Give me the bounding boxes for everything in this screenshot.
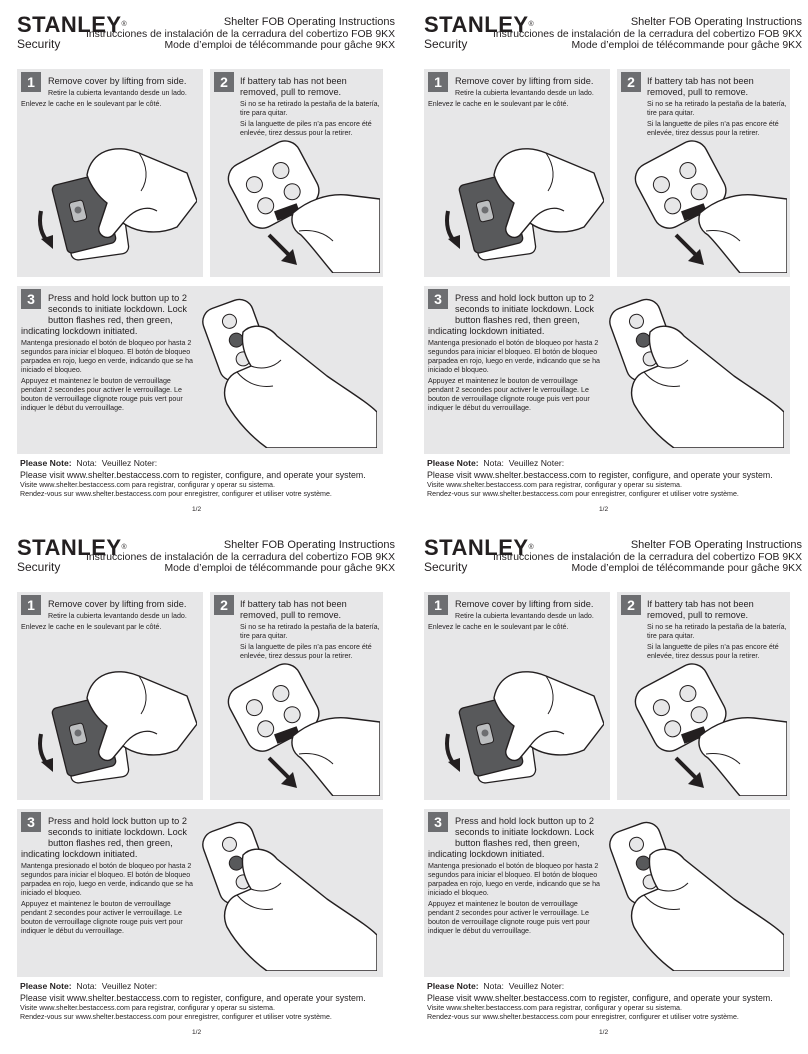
step-number-badge: 2 <box>214 72 234 92</box>
step-3-fr: Appuyez et maintenez le bouton de verrouillage pendant 2 secondes pour activer le verrouillage. Le bouton de verrouillage clignote rouge puis vert pour indiquer le début du verrouillage. <box>428 900 590 935</box>
step-2-es: Si no se ha retirado la pestaña de la batería, tire para quitar. <box>647 623 787 640</box>
brand-name: STANLEY <box>424 12 529 37</box>
document-titles <box>493 540 802 575</box>
finger-press-lock-button-illustration <box>197 292 377 448</box>
step-1-es: Retire la cubierta levantando desde un lado. <box>455 89 594 97</box>
title-fr: Mode d’emploi de télécommande pour gâche 9KX <box>571 40 802 52</box>
step-3-en-cont: indicating lockdown initiated. <box>428 849 545 859</box>
title-en: Shelter FOB Operating Instructions <box>630 539 802 551</box>
step-number-badge: 1 <box>428 595 448 615</box>
hand-lifting-cover-illustration <box>434 662 604 794</box>
title-en: Shelter FOB Operating Instructions <box>223 539 395 551</box>
step-number-badge: 3 <box>428 289 448 309</box>
note-text-en: Please visit www.shelter.bestaccess.com to register, configure, and operate your system. <box>20 470 366 480</box>
step-2-fr: Si la languette de piles n’a pas encore été enlevée, tirez dessus pour la retirer. <box>240 120 372 137</box>
step-2-en: If battery tab has not been removed, pull to remove. <box>647 76 754 97</box>
title-es: Instrucciones de instalación de la cerradura del cobertizo FOB 9KX <box>86 551 395 563</box>
step-2-panel <box>617 69 790 277</box>
step-2-fr: Si la languette de piles n’a pas encore été enlevée, tirez dessus pour la retirer. <box>647 643 779 660</box>
step-1-es: Retire la cubierta levantando desde un lado. <box>455 612 594 620</box>
step-3-en: Press and hold lock button up to 2 seconds to initiate lockdown. Lock button flashes red, then green, <box>48 816 187 848</box>
step-3-es: Mantenga presionado el botón de bloqueo por hasta 2 segundos para iniciar el bloqueo. El botón de bloqueo parpadea en rojo, luego en verde, indicando que se ha iniciado el bloqueo. <box>21 862 193 897</box>
step-1-panel <box>17 69 203 277</box>
note-text-en: Please visit www.shelter.bestaccess.com to register, configure, and operate your system. <box>20 993 366 1003</box>
brand-sub: Security <box>17 37 61 51</box>
hand-lifting-cover-illustration <box>27 662 197 794</box>
note-label-fr: Veuillez Noter: <box>101 981 158 991</box>
hand-pulling-battery-tab-illustration <box>622 658 787 796</box>
battery-tab-pull-arrow-icon <box>269 758 297 788</box>
note-section <box>427 980 789 1022</box>
title-es: Instrucciones de instalación de la cerradura del cobertizo FOB 9KX <box>86 28 395 40</box>
step-1-en: Remove cover by lifting from side. <box>455 599 594 609</box>
instruction-card <box>424 10 804 518</box>
registered-mark: ® <box>121 21 128 28</box>
step-3-en-cont: indicating lockdown initiated. <box>21 326 138 336</box>
note-label-es: Nota: <box>76 981 97 991</box>
step-number-badge: 3 <box>21 812 41 832</box>
note-label-fr: Veuillez Noter: <box>101 458 158 468</box>
step-1-fr: Enlevez le cache en le soulevant par le côté. <box>428 100 569 108</box>
step-3-en: Press and hold lock button up to 2 seconds to initiate lockdown. Lock button flashes red, then green, <box>48 293 187 325</box>
note-text-es: Visite www.shelter.bestaccess.com para registrar, configurar y operar su sistema. <box>20 481 275 489</box>
title-es: Instrucciones de instalación de la cerradura del cobertizo FOB 9KX <box>493 551 802 563</box>
step-2-panel <box>210 69 383 277</box>
document-titles <box>86 17 395 52</box>
step-number-badge: 1 <box>428 72 448 92</box>
note-text-en: Please visit www.shelter.bestaccess.com to register, configure, and operate your system. <box>427 470 773 480</box>
card-header <box>17 10 397 60</box>
step-2-fr: Si la languette de piles n’a pas encore été enlevée, tirez dessus pour la retirer. <box>240 643 372 660</box>
step-number-badge: 2 <box>621 72 641 92</box>
step-3-panel <box>424 286 790 454</box>
step-3-en: Press and hold lock button up to 2 seconds to initiate lockdown. Lock button flashes red, then green, <box>455 293 594 325</box>
note-section <box>20 457 382 499</box>
document-titles <box>493 17 802 52</box>
step-3-panel <box>17 286 383 454</box>
brand-name: STANLEY <box>424 535 529 560</box>
brand-sub: Security <box>424 560 468 574</box>
title-fr: Mode d’emploi de télécommande pour gâche 9KX <box>164 40 395 52</box>
step-number-badge: 3 <box>428 812 448 832</box>
step-1-fr: Enlevez le cache en le soulevant par le côté. <box>428 623 569 631</box>
note-label-en: Please Note: <box>20 458 72 468</box>
card-header <box>424 10 804 60</box>
page-number: 1/2 <box>599 1029 609 1036</box>
registered-mark: ® <box>528 21 535 28</box>
step-3-es: Mantenga presionado el botón de bloqueo por hasta 2 segundos para iniciar el bloqueo. El botón de bloqueo parpadea en rojo, luego en verde, indicando que se ha iniciado el bloqueo. <box>428 339 600 374</box>
instruction-card <box>17 10 397 518</box>
step-1-fr: Enlevez le cache en le soulevant par le côté. <box>21 100 162 108</box>
document-titles <box>86 540 395 575</box>
finger-press-lock-button-illustration <box>604 292 784 448</box>
hand-lifting-cover-illustration <box>27 139 197 271</box>
step-3-panel <box>17 809 383 977</box>
step-3-fr: Appuyez et maintenez le bouton de verrouillage pendant 2 secondes pour activer le verrouillage. Le bouton de verrouillage clignote rouge puis vert pour indiquer le début du verrouillage. <box>21 377 183 412</box>
title-es: Instrucciones de instalación de la cerradura del cobertizo FOB 9KX <box>493 28 802 40</box>
note-label-fr: Veuillez Noter: <box>508 981 565 991</box>
step-2-es: Si no se ha retirado la pestaña de la batería, tire para quitar. <box>240 100 380 117</box>
brand-sub: Security <box>17 560 61 574</box>
title-fr: Mode d’emploi de télécommande pour gâche 9KX <box>164 563 395 575</box>
step-1-en: Remove cover by lifting from side. <box>48 76 187 86</box>
step-2-panel <box>210 592 383 800</box>
note-text-es: Visite www.shelter.bestaccess.com para registrar, configurar y operar su sistema. <box>20 1004 275 1012</box>
note-text-fr: Rendez-vous sur www.shelter.bestaccess.com pour enregistrer, configurer et utiliser votre système. <box>20 1013 332 1021</box>
note-label-en: Please Note: <box>427 981 479 991</box>
battery-tab-pull-arrow-icon <box>676 758 704 788</box>
note-text-fr: Rendez-vous sur www.shelter.bestaccess.com pour enregistrer, configurer et utiliser votre système. <box>427 1013 739 1021</box>
note-text-es: Visite www.shelter.bestaccess.com para registrar, configurar y operar su sistema. <box>427 1004 682 1012</box>
step-2-es: Si no se ha retirado la pestaña de la batería, tire para quitar. <box>647 100 787 117</box>
note-label-es: Nota: <box>483 458 504 468</box>
page-number: 1/2 <box>192 1029 202 1036</box>
instruction-card <box>424 533 804 1041</box>
brand-sub: Security <box>424 37 468 51</box>
hand-lifting-cover-illustration <box>434 139 604 271</box>
card-header <box>17 533 397 583</box>
page-number: 1/2 <box>192 506 202 513</box>
title-fr: Mode d’emploi de télécommande pour gâche 9KX <box>571 563 802 575</box>
step-1-en: Remove cover by lifting from side. <box>48 599 187 609</box>
hand-pulling-battery-tab-illustration <box>215 658 380 796</box>
registered-mark: ® <box>121 544 128 551</box>
step-2-fr: Si la languette de piles n’a pas encore été enlevée, tirez dessus pour la retirer. <box>647 120 779 137</box>
step-2-en: If battery tab has not been removed, pull to remove. <box>240 76 347 97</box>
step-1-panel <box>17 592 203 800</box>
note-label-es: Nota: <box>76 458 97 468</box>
step-1-fr: Enlevez le cache en le soulevant par le côté. <box>21 623 162 631</box>
step-1-en: Remove cover by lifting from side. <box>455 76 594 86</box>
hand-pulling-battery-tab-illustration <box>622 135 787 273</box>
card-header <box>424 533 804 583</box>
note-label-es: Nota: <box>483 981 504 991</box>
brand-name: STANLEY <box>17 535 122 560</box>
step-3-fr: Appuyez et maintenez le bouton de verrouillage pendant 2 secondes pour activer le verrouillage. Le bouton de verrouillage clignote rouge puis vert pour indiquer le début du verrouillage. <box>428 377 590 412</box>
step-1-panel <box>424 69 610 277</box>
step-1-es: Retire la cubierta levantando desde un lado. <box>48 612 187 620</box>
note-label-en: Please Note: <box>427 458 479 468</box>
finger-press-lock-button-illustration <box>197 815 377 971</box>
step-3-panel <box>424 809 790 977</box>
note-text-fr: Rendez-vous sur www.shelter.bestaccess.com pour enregistrer, configurer et utiliser votre système. <box>20 490 332 498</box>
battery-tab-pull-arrow-icon <box>269 235 297 265</box>
step-3-en-cont: indicating lockdown initiated. <box>21 849 138 859</box>
note-label-fr: Veuillez Noter: <box>508 458 565 468</box>
title-en: Shelter FOB Operating Instructions <box>630 16 802 28</box>
finger-press-lock-button-illustration <box>604 815 784 971</box>
note-text-fr: Rendez-vous sur www.shelter.bestaccess.com pour enregistrer, configurer et utiliser votre système. <box>427 490 739 498</box>
step-3-en: Press and hold lock button up to 2 seconds to initiate lockdown. Lock button flashes red, then green, <box>455 816 594 848</box>
step-1-es: Retire la cubierta levantando desde un lado. <box>48 89 187 97</box>
battery-tab-pull-arrow-icon <box>676 235 704 265</box>
page-number: 1/2 <box>599 506 609 513</box>
hand-pulling-battery-tab-illustration <box>215 135 380 273</box>
step-number-badge: 2 <box>621 595 641 615</box>
step-3-fr: Appuyez et maintenez le bouton de verrouillage pendant 2 secondes pour activer le verrouillage. Le bouton de verrouillage clignote rouge puis vert pour indiquer le début du verrouillage. <box>21 900 183 935</box>
registered-mark: ® <box>528 544 535 551</box>
step-2-en: If battery tab has not been removed, pull to remove. <box>240 599 347 620</box>
instruction-card <box>17 533 397 1041</box>
note-text-es: Visite www.shelter.bestaccess.com para registrar, configurar y operar su sistema. <box>427 481 682 489</box>
note-section <box>427 457 789 499</box>
step-3-en-cont: indicating lockdown initiated. <box>428 326 545 336</box>
step-3-es: Mantenga presionado el botón de bloqueo por hasta 2 segundos para iniciar el bloqueo. El botón de bloqueo parpadea en rojo, luego en verde, indicando que se ha iniciado el bloqueo. <box>21 339 193 374</box>
title-en: Shelter FOB Operating Instructions <box>223 16 395 28</box>
step-number-badge: 3 <box>21 289 41 309</box>
step-2-es: Si no se ha retirado la pestaña de la batería, tire para quitar. <box>240 623 380 640</box>
note-label-en: Please Note: <box>20 981 72 991</box>
step-number-badge: 2 <box>214 595 234 615</box>
note-text-en: Please visit www.shelter.bestaccess.com to register, configure, and operate your system. <box>427 993 773 1003</box>
step-1-panel <box>424 592 610 800</box>
step-2-en: If battery tab has not been removed, pull to remove. <box>647 599 754 620</box>
step-2-panel <box>617 592 790 800</box>
note-section <box>20 980 382 1022</box>
step-number-badge: 1 <box>21 72 41 92</box>
brand-name: STANLEY <box>17 12 122 37</box>
step-3-es: Mantenga presionado el botón de bloqueo por hasta 2 segundos para iniciar el bloqueo. El botón de bloqueo parpadea en rojo, luego en verde, indicando que se ha iniciado el bloqueo. <box>428 862 600 897</box>
step-number-badge: 1 <box>21 595 41 615</box>
